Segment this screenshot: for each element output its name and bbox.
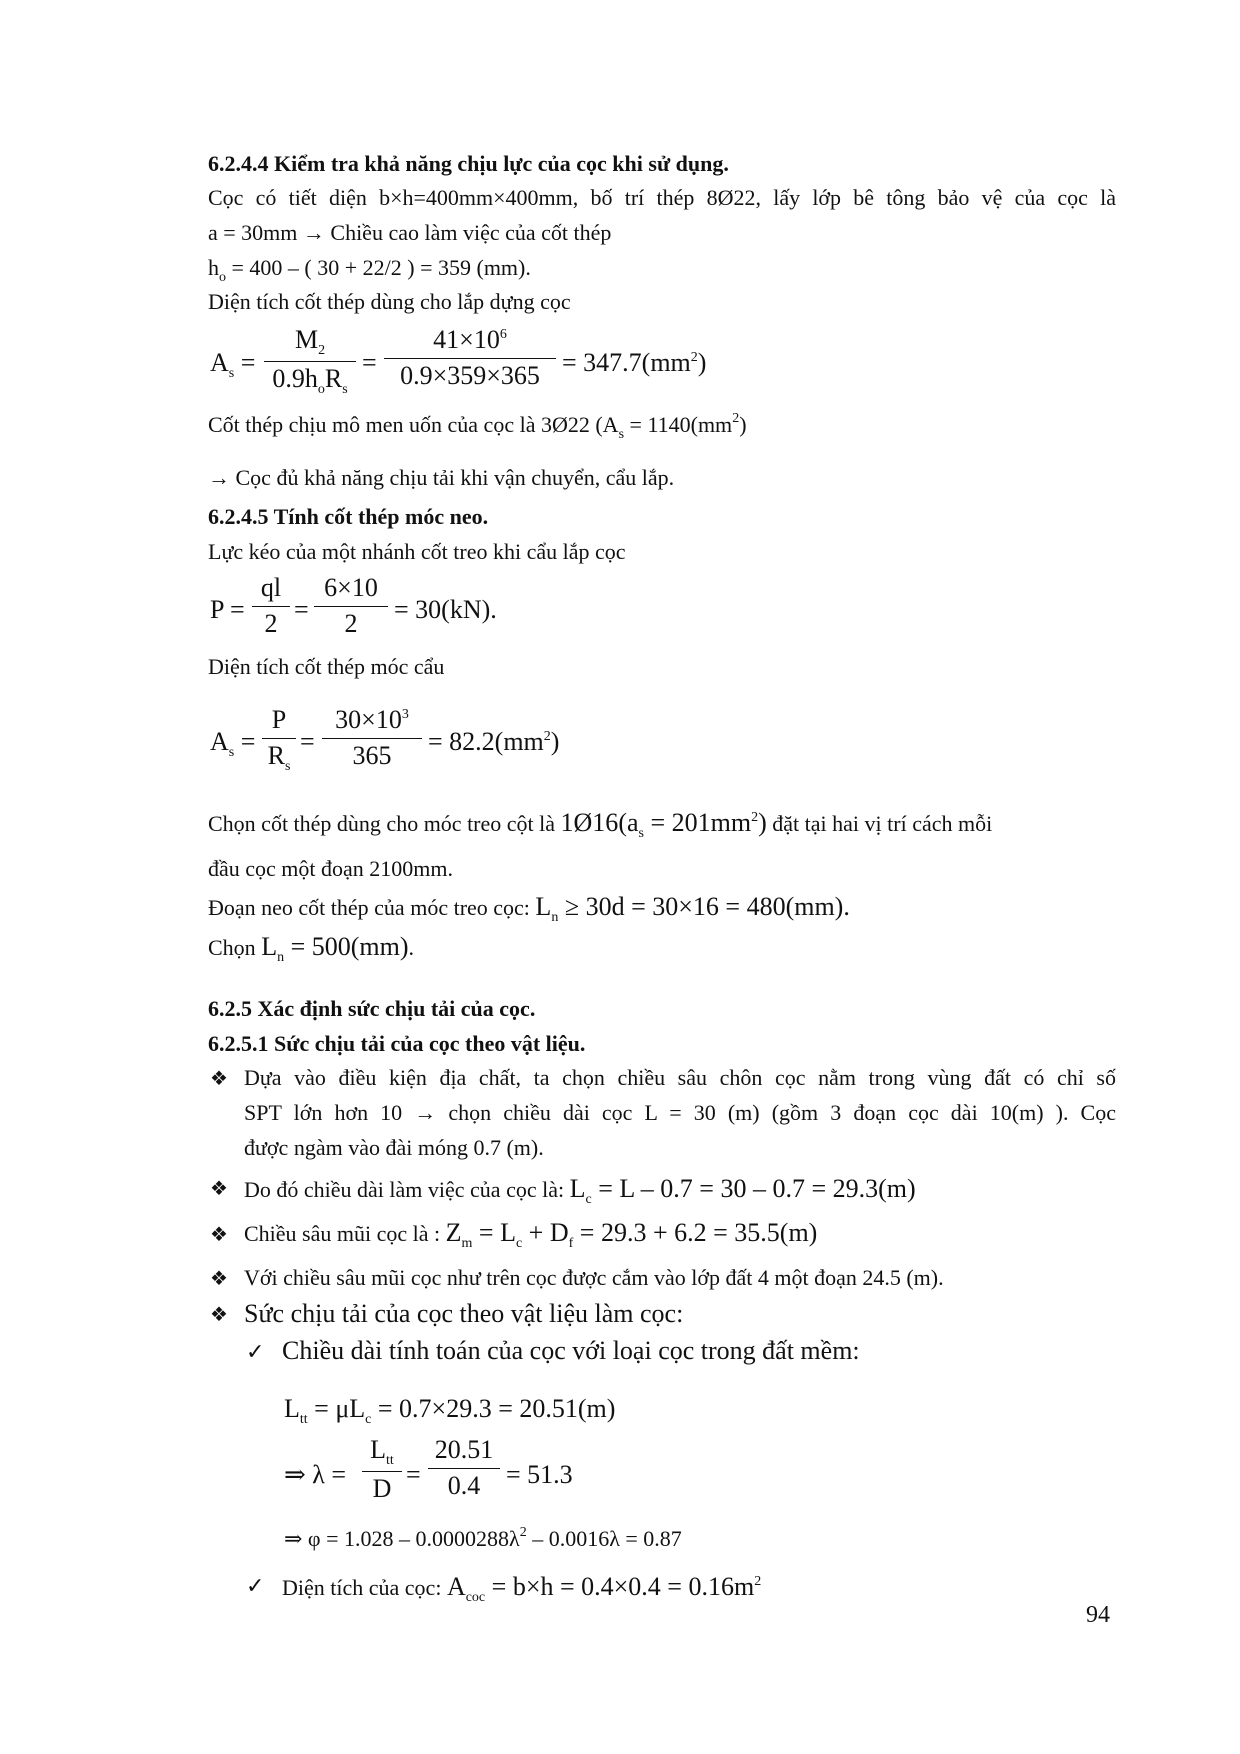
equals-sign: = [362, 348, 377, 377]
paragraph-line: Đoạn neo cốt thép của móc treo cọc: $L_n \ge 30d = 30\times 16 = 480(mm)$. [208, 892, 850, 925]
section-heading-6-2-4-5: 6.2.4.5 Tính cốt thép móc neo. [208, 504, 489, 529]
paragraph-line: a = 30mm → Chiều cao làm việc của cốt thép [208, 220, 612, 245]
check-item-text: Diện tích của cọc: $A_{coc} = b\times h = 0.4\times 0.4 = 0.16m^2$ [282, 1572, 762, 1605]
as-result: = $82.2(mm^2)$ [428, 727, 560, 756]
fraction-m2-over-ho-rs: $M_2$ $0.9h_oR_s$ [264, 326, 356, 398]
check-icon: ✓ [246, 1339, 265, 1364]
p-lhs: P = [210, 595, 245, 624]
bullet-text: Dựa vào điều kiện địa chất, ta chọn chiều sâu chôn cọc nằm trong vùng đất có chỉ số [244, 1065, 1116, 1090]
bullet-diamond-icon: ❖ [210, 1304, 228, 1326]
bullet-text: Sức chịu tải của cọc theo vật liệu làm cọc: [244, 1299, 684, 1328]
phi-equation: ⇒ $\varphi = 1.028 - 0.0000288\lambda^2 - 0.0016\lambda = 0.87$ [284, 1525, 682, 1551]
as-lhs: $A_s$ = [210, 348, 256, 381]
section-heading-6-2-4-4: 6.2.4.4 Kiểm tra khả năng chịu lực của cọc khi sử dụng. [208, 151, 729, 176]
p-result: = 30(kN). [394, 595, 497, 624]
fraction-30x10-over-365: $\frac{30\times 10^3}{365}$ [322, 706, 422, 770]
bullet-text: SPT lớn hơn 10 → chọn chiều dài cọc L = 30 (m) (gồm 3 đoạn cọc dài 10(m) ). Cọc [244, 1100, 1116, 1125]
ltt-equation: $L_{tt} = \mu L_c = 0.7\times 29.3 = 20.51(m)$ [284, 1394, 616, 1427]
lambda-result: = 51.3 [506, 1460, 573, 1489]
section-heading-6-2-5-1: 6.2.5.1 Sức chịu tải của cọc theo vật liệu. [208, 1031, 586, 1056]
equals-sign: = [294, 595, 309, 624]
bullet-diamond-icon: ❖ [210, 1068, 228, 1090]
section-heading-6-2-5: 6.2.5 Xác định sức chịu tải của cọc. [208, 996, 536, 1021]
bullet-diamond-icon: ❖ [210, 1224, 228, 1246]
paragraph-line: → Cọc đủ khả năng chịu tải khi vận chuyển, cẩu lắp. [208, 465, 675, 490]
as-lhs: $A_s$ = [210, 727, 256, 760]
ho-equation: $h_o = 400$ – ( 30 + 22/2 ) = 359 (mm). [208, 255, 531, 285]
paragraph-line: đầu cọc một đoạn 2100mm. [208, 856, 454, 881]
fraction-numeric: $\frac{41\times 10^6}{0.9\times 359\times 365}$ [384, 326, 556, 390]
bullet-diamond-icon: ❖ [210, 1178, 228, 1200]
check-item-text: Chiều dài tính toán của cọc với loại cọc trong đất mềm: [282, 1336, 860, 1365]
lambda-lhs: ⇒ λ = [284, 1460, 347, 1489]
paragraph-line: Diện tích cốt thép móc cẩu [208, 654, 445, 679]
fraction-p-over-rs: $\frac{P}{R_s}$ [262, 706, 296, 774]
paragraph-line: Cốt thép chịu mô men uốn của cọc là 3Ø22 ($A_s = 1140(mm^2)$ [208, 411, 747, 442]
paragraph-line: Chọn $L_n = 500(mm)$. [208, 932, 415, 965]
bullet-text: Do đó chiều dài làm việc của cọc là: $L_c = L - 0.7 = 30 - 0.7 = 29.3(m)$ [244, 1174, 916, 1207]
equals-sign: = [406, 1460, 421, 1489]
as-result: = $347.7(mm^2)$ [562, 348, 707, 377]
equals-sign: = [300, 727, 315, 756]
fraction-6x10-over-2: $\frac{6\times 10}{2}$ [314, 574, 388, 638]
bullet-text: Chiều sâu mũi cọc là : $Z_m = L_c + D_f = 29.3 + 6.2 = 35.5(m)$ [244, 1218, 818, 1251]
fraction-numeric: $\frac{20.51}{0.4}$ [428, 1436, 500, 1500]
bullet-diamond-icon: ❖ [210, 1268, 228, 1290]
fraction-ql-over-2: $\frac{ql}{2}$ [252, 574, 290, 638]
bullet-text: Với chiều sâu mũi cọc như trên cọc được cắm vào lớp đất 4 một đoạn 24.5 (m). [244, 1265, 944, 1290]
check-icon: ✓ [246, 1573, 265, 1598]
paragraph-line: Diện tích cốt thép dùng cho lắp dựng cọc [208, 289, 571, 314]
bullet-text: được ngàm vào đài móng 0.7 (m). [244, 1135, 544, 1160]
page-number: 94 [1086, 1602, 1110, 1628]
fraction-ltt-over-d: $L_{tt}$ D [362, 1436, 402, 1504]
paragraph-line: Lực kéo của một nhánh cốt treo khi cẩu lắp cọc [208, 539, 626, 564]
paragraph-line: Cọc có tiết diện b×h=400mm×400mm, bố trí thép 8Ø22, lấy lớp bê tông bảo vệ của cọc là [208, 185, 1116, 210]
paragraph-line: Chọn cốt thép dùng cho móc treo cột là $1Ø16(a_s = 201mm^2)$ đặt tại hai vị trí cách mỗi [208, 808, 993, 841]
